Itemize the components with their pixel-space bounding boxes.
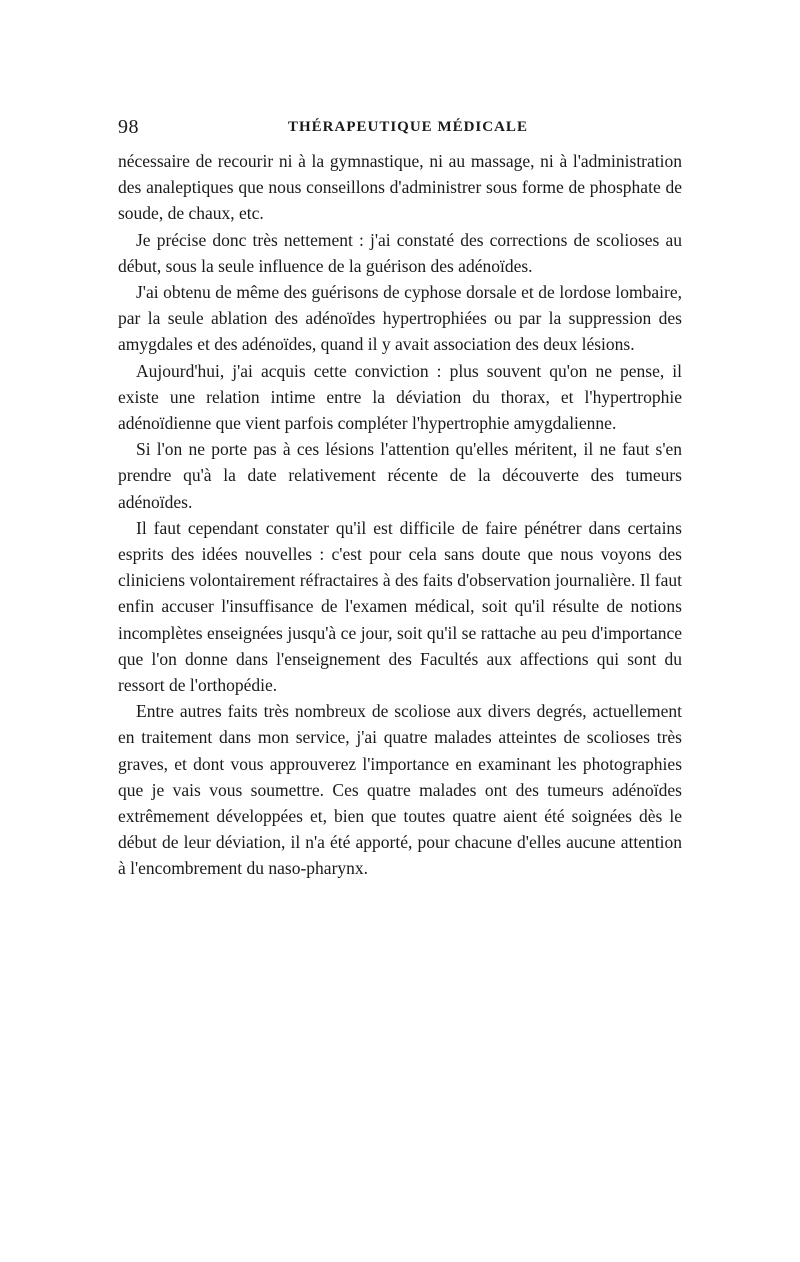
page-number: 98 xyxy=(118,116,139,138)
paragraph: Je précise donc très nettement : j'ai constaté des corrections de scolioses au début, sous la seule influence de la guérison des adénoïdes. xyxy=(118,229,682,276)
paragraph: Si l'on ne porte pas à ces lésions l'attention qu'elles méritent, il ne faut s'en prendre qu'à la date relativement récente de la découverte des tumeurs adénoïdes. xyxy=(118,439,682,512)
paragraph: Entre autres faits très nombreux de scoliose aux divers degrés, actuellement en traitement dans mon service, j'ai quatre malades atteintes de scolioses très graves, et dont vous approuverez l'importance en examinant les photographies que je vais vous soumettre. Ces quatre malades ont des tumeurs adénoïdes extrêmement développées et, bien que toutes quatre aient été soignées dès le début de leur déviation, il n'a été apporté, pour chacune d'elles aucune attention à l'encombrement du naso-pharynx. xyxy=(118,701,682,879)
page-header xyxy=(118,116,682,142)
body-text xyxy=(118,148,682,882)
paragraph: nécessaire de recourir ni à la gymnastique, ni au massage, ni à l'administration des analeptiques que nous conseillons d'administrer sous forme de phosphate de soude, de chaux, etc. xyxy=(118,151,682,224)
paragraph: Il faut cependant constater qu'il est difficile de faire pénétrer dans certains esprits des idées nouvelles : c'est pour cela sans doute que nous voyons des cliniciens volontairement réfractaires à des faits d'observation journalière. Il faut enfin accuser l'insuffisance de l'examen médical, soit qu'il résulte de notions incomplètes enseignées jusqu'à ce jour, soit qu'il se rattache au peu d'importance que l'on donne dans l'enseignement des Facultés aux affections qui sont du ressort de l'orthopédie. xyxy=(118,517,682,696)
paragraph: J'ai obtenu de même des guérisons de cyphose dorsale et de lordose lombaire, par la seule ablation des adénoïdes hypertrophiées ou par la suppression des amygdales et des adénoïdes, quand il y avait association des deux lésions. xyxy=(118,282,682,355)
running-head: THÉRAPEUTIQUE MÉDICALE xyxy=(288,119,528,135)
paragraph: Aujourd'hui, j'ai acquis cette conviction : plus souvent qu'on ne pense, il existe une relation intime entre la déviation du thorax, et l'hypertrophie adénoïdienne que vient parfois compléter l'hypertrophie amygdalienne. xyxy=(118,360,682,434)
